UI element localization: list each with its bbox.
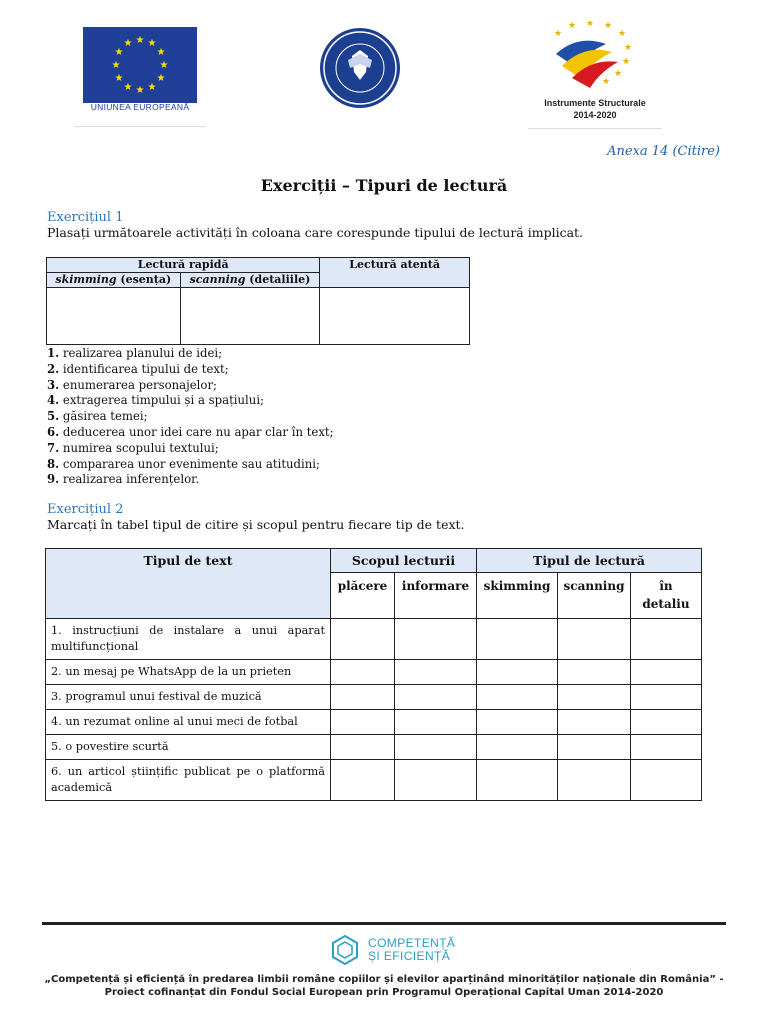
header-scop: Scopul lecturii xyxy=(331,549,477,573)
list-item: 3. enumerarea personajelor; xyxy=(47,377,217,392)
structural-caption: Instrumente Structurale xyxy=(544,98,646,108)
footer-line2: Proiect cofinanțat din Fondul Social European prin Programul Operațional Capital Uman 2014-2020 xyxy=(104,987,664,998)
list-item: 8. compararea unor evenimente sau atitudini; xyxy=(47,456,320,471)
answer-cell[interactable] xyxy=(395,660,477,685)
answer-cell[interactable] xyxy=(558,760,631,801)
answer-cell[interactable] xyxy=(558,660,631,685)
answer-cell[interactable] xyxy=(477,710,558,735)
answer-cell[interactable] xyxy=(631,685,702,710)
structural-instruments-logo xyxy=(528,14,662,129)
svg-text:★: ★ xyxy=(123,38,133,49)
scanning-answer-cell[interactable] xyxy=(180,288,320,345)
svg-text:★: ★ xyxy=(114,73,124,84)
svg-text:★: ★ xyxy=(135,35,145,46)
answer-cell[interactable] xyxy=(558,619,631,660)
svg-text:★: ★ xyxy=(147,82,157,93)
list-item: 6. deducerea unor idei care nu apar clar în text; xyxy=(47,424,334,439)
skimming-term: skimming xyxy=(55,273,117,286)
answer-cell[interactable] xyxy=(631,619,702,660)
table-row xyxy=(46,710,702,735)
answer-cell[interactable] xyxy=(631,710,702,735)
header-skimming: skimming xyxy=(477,573,558,619)
footer-text xyxy=(0,973,768,999)
svg-text:★: ★ xyxy=(624,43,633,53)
answer-cell[interactable] xyxy=(395,710,477,735)
answer-cell[interactable] xyxy=(331,710,395,735)
svg-text:★: ★ xyxy=(618,29,627,39)
list-item: 7. numirea scopului textului; xyxy=(47,440,219,455)
footer-line1: „Competență și eficiență în predarea limbii române copiilor și elevilor aparținând minorităților naționale din România” - xyxy=(44,974,724,985)
reading-types-table xyxy=(46,257,470,345)
answer-cell[interactable] xyxy=(631,735,702,760)
answer-cell[interactable] xyxy=(477,760,558,801)
answer-cell[interactable] xyxy=(395,685,477,710)
answer-cell[interactable] xyxy=(631,660,702,685)
table-row xyxy=(46,619,702,660)
header-tip-lectura: Tipul de lectură xyxy=(477,549,702,573)
header-tip-text: Tipul de text xyxy=(46,549,331,619)
scanning-note: (detaliile) xyxy=(245,273,311,286)
svg-text:★: ★ xyxy=(114,47,124,58)
svg-text:★: ★ xyxy=(586,19,595,29)
row-label: 6. un articol științific publicat pe o platformă academică xyxy=(46,760,331,801)
exercise1-heading: Exercițiul 1 xyxy=(47,210,124,225)
atent-answer-cell[interactable] xyxy=(320,288,470,345)
activities-list xyxy=(47,346,334,488)
row-label: 3. programul unui festival de muzică xyxy=(46,685,331,710)
skimming-answer-cell[interactable] xyxy=(47,288,181,345)
eu-flag-icon xyxy=(83,27,197,103)
table-row xyxy=(46,735,702,760)
answer-cell[interactable] xyxy=(558,685,631,710)
svg-text:★: ★ xyxy=(568,21,577,31)
list-item: 4. extragerea timpului și a spațiului; xyxy=(47,393,264,408)
answer-cell[interactable] xyxy=(477,660,558,685)
svg-text:★: ★ xyxy=(147,38,157,49)
answer-cell[interactable] xyxy=(477,619,558,660)
svg-text:★: ★ xyxy=(156,73,166,84)
answer-cell[interactable] xyxy=(331,685,395,710)
exercise2-heading: Exercițiul 2 xyxy=(47,502,124,517)
page-title: Exerciții – Tipuri de lectură xyxy=(260,176,508,195)
list-item: 2. identificarea tipului de text; xyxy=(47,361,229,376)
exercise1-instruction: Plasați următoarele activități în coloana care corespunde tipului de lectură implicat. xyxy=(47,225,584,240)
government-seal xyxy=(318,24,402,118)
header-placere: plăcere xyxy=(331,573,395,619)
header-in-detaliu: în detaliu xyxy=(631,573,702,619)
header-scanning xyxy=(180,273,320,288)
answer-cell[interactable] xyxy=(331,735,395,760)
header-atent: Lectură atentă xyxy=(320,258,470,288)
answer-cell[interactable] xyxy=(331,619,395,660)
row-label: 2. un mesaj pe WhatsApp de la un prieten xyxy=(46,660,331,685)
eu-logo xyxy=(74,22,206,127)
svg-text:★: ★ xyxy=(156,47,166,58)
header-informare: informare xyxy=(395,573,477,619)
skimming-note: (esența) xyxy=(116,273,172,286)
svg-text:★: ★ xyxy=(123,82,133,93)
answer-cell[interactable] xyxy=(331,760,395,801)
answer-cell[interactable] xyxy=(395,619,477,660)
list-item: 1. realizarea planului de idei; xyxy=(47,346,223,360)
answer-cell[interactable] xyxy=(331,660,395,685)
list-item: 9. realizarea inferențelor. xyxy=(47,472,200,487)
row-label: 4. un rezumat online al unui meci de fotbal xyxy=(46,710,331,735)
svg-text:★: ★ xyxy=(622,57,631,67)
answer-cell[interactable] xyxy=(631,760,702,801)
header-scanning: scanning xyxy=(558,573,631,619)
answer-cell[interactable] xyxy=(395,735,477,760)
header-skimming xyxy=(47,273,181,288)
structural-years: 2014-2020 xyxy=(573,110,617,120)
answer-cell[interactable] xyxy=(558,735,631,760)
answer-cell[interactable] xyxy=(477,685,558,710)
svg-text:★: ★ xyxy=(159,60,169,71)
logo-line2: ȘI EFICIENȚĂ xyxy=(368,949,451,963)
competenta-logo xyxy=(330,934,490,970)
annex-label: Anexa 14 (Citire) xyxy=(607,144,720,159)
table-row xyxy=(46,760,702,801)
scanning-term: scanning xyxy=(189,273,246,286)
svg-text:★: ★ xyxy=(554,29,563,39)
exercise2-instruction: Marcați în tabel tipul de citire și scopul pentru fiecare tip de text. xyxy=(47,517,465,532)
svg-text:★: ★ xyxy=(135,85,145,96)
row-label: 5. o povestire scurtă xyxy=(46,735,331,760)
answer-cell[interactable] xyxy=(477,735,558,760)
table-row xyxy=(46,660,702,685)
row-label: 1. instrucțiuni de instalare a unui aparat multifuncțional xyxy=(46,619,331,660)
answer-cell[interactable] xyxy=(395,760,477,801)
svg-text:★: ★ xyxy=(604,21,613,31)
svg-text:★: ★ xyxy=(111,60,121,71)
text-types-table xyxy=(45,548,702,801)
svg-text:★: ★ xyxy=(614,69,623,79)
footer-divider xyxy=(42,922,726,925)
list-item: 5. găsirea temei; xyxy=(47,409,148,424)
logo-line1: COMPETENȚĂ xyxy=(368,936,456,950)
answer-cell[interactable] xyxy=(558,710,631,735)
header-rapid: Lectură rapidă xyxy=(47,258,320,273)
hexagon-icon xyxy=(330,934,360,966)
svg-text:★: ★ xyxy=(602,77,611,87)
table-row xyxy=(46,685,702,710)
eu-caption: UNIUNEA EUROPEANĂ xyxy=(90,102,190,112)
